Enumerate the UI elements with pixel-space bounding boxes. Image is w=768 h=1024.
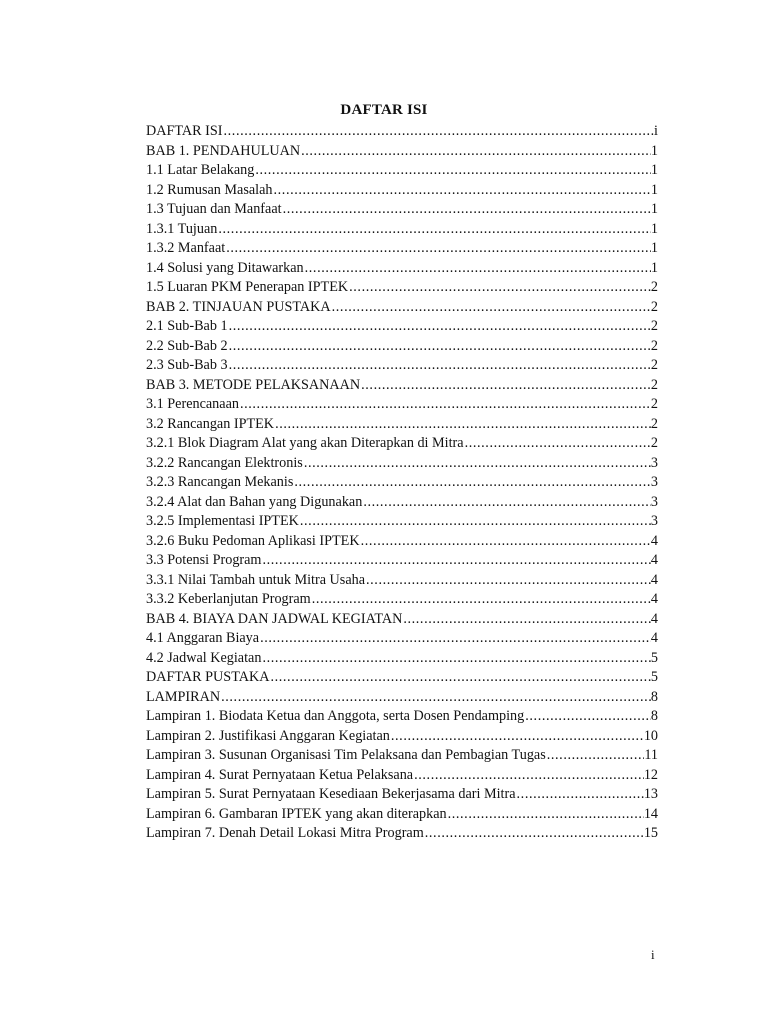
toc-entry-page: 5 — [650, 669, 658, 685]
dot-leader — [228, 337, 651, 357]
dot-leader — [282, 200, 651, 220]
toc-entry-label: 1.1 Latar Belakang — [146, 162, 255, 178]
toc-entry-label: 4.1 Anggaran Biaya — [146, 630, 260, 646]
toc-entry — [146, 122, 658, 142]
page-title: DAFTAR ISI — [340, 102, 428, 118]
toc-entry-label: 1.3.2 Manfaat — [146, 240, 226, 256]
toc-entry-label: DAFTAR PUSTAKA — [146, 669, 270, 685]
toc-entry-label: 1.3 Tujuan dan Manfaat — [146, 201, 282, 217]
toc-entry-page: 11 — [644, 747, 658, 763]
toc-entry-page: 4 — [650, 610, 658, 627]
toc-entry — [146, 493, 658, 513]
toc-entry-label: BAB 2. TINJAUAN PUSTAKA — [146, 298, 331, 315]
toc-entry — [146, 317, 658, 337]
toc-entry-page: 4 — [650, 571, 658, 588]
dot-leader — [293, 473, 651, 493]
dot-leader — [220, 688, 651, 708]
toc-entry — [146, 551, 658, 571]
toc-entry-page: 3 — [650, 454, 658, 471]
dot-leader — [402, 610, 651, 630]
toc-entry — [146, 590, 658, 610]
toc-entry-page: 4 — [650, 591, 658, 607]
toc-entry — [146, 298, 658, 318]
toc-entry-page: 2 — [650, 357, 658, 373]
toc-entry-label: 2.3 Sub-Bab 3 — [146, 357, 228, 373]
toc-entry-label: 3.2.6 Buku Pedoman Aplikasi IPTEK — [146, 532, 360, 549]
toc-entry — [146, 220, 658, 240]
toc-entry — [146, 668, 658, 688]
toc-entry-page: 5 — [650, 649, 658, 666]
toc-entry-label: BAB 1. PENDAHULUAN — [146, 142, 301, 159]
dot-leader — [239, 395, 651, 415]
dot-leader — [225, 239, 651, 259]
toc-entry — [146, 337, 658, 357]
toc-entry — [146, 200, 658, 220]
toc-entry-label: Lampiran 6. Gambaran IPTEK yang akan diterapkan — [146, 805, 447, 822]
dot-leader — [223, 122, 655, 142]
toc-entry-page: 1 — [650, 240, 658, 256]
toc-entry-label: 1.2 Rumusan Masalah — [146, 181, 273, 198]
toc-entry — [146, 239, 658, 259]
toc-entry — [146, 571, 658, 591]
toc-entry — [146, 356, 658, 376]
toc-entry — [146, 454, 658, 474]
toc-entry-page: 1 — [650, 181, 658, 198]
dot-leader — [261, 551, 650, 571]
dot-leader — [300, 142, 651, 162]
toc-entry — [146, 395, 658, 415]
toc-entry-page: 10 — [643, 727, 658, 744]
toc-entry-label: 1.5 Luaran PKM Penerapan IPTEK — [146, 279, 349, 295]
toc-entry-label: 1.3.1 Tujuan — [146, 220, 218, 237]
toc-entry-page: 2 — [650, 435, 658, 451]
dot-leader — [259, 629, 651, 649]
toc-entry — [146, 707, 658, 727]
toc-entry-page: 3 — [650, 474, 658, 490]
toc-entry — [146, 512, 658, 532]
toc-entry — [146, 805, 658, 825]
toc-entry-page: 4 — [650, 630, 658, 646]
page-number: i — [651, 947, 655, 962]
toc-entry-label: Lampiran 4. Surat Pernyataan Ketua Pelaksana — [146, 766, 414, 783]
dot-leader — [516, 785, 644, 805]
toc-entry — [146, 161, 658, 181]
dot-leader — [261, 649, 650, 669]
dot-leader — [348, 278, 651, 298]
toc-entry-label: BAB 3. METODE PELAKSANAAN — [146, 376, 361, 393]
toc-entry-page: 13 — [643, 786, 658, 802]
dot-leader — [365, 571, 651, 591]
toc-entry — [146, 785, 658, 805]
toc-entry-page: 4 — [650, 552, 658, 568]
toc-entry — [146, 532, 658, 552]
toc-entry-label: Lampiran 2. Justifikasi Anggaran Kegiatan — [146, 727, 390, 744]
dot-leader — [228, 356, 651, 376]
toc-entry-page: 1 — [650, 220, 658, 237]
toc-entry — [146, 688, 658, 708]
toc-entry-label: Lampiran 7. Denah Detail Lokasi Mitra Program — [146, 825, 424, 841]
toc-entry-page: 2 — [650, 279, 658, 295]
toc-entry-label: 2.2 Sub-Bab 2 — [146, 337, 228, 354]
toc-entry-page: 2 — [650, 396, 658, 412]
toc-entry — [146, 473, 658, 493]
toc-entry-page: i — [654, 123, 658, 139]
toc-entry — [146, 181, 658, 201]
toc-entry — [146, 746, 658, 766]
toc-entry-label: Lampiran 5. Surat Pernyataan Kesediaan Bekerjasama dari Mitra — [146, 786, 516, 802]
dot-leader — [413, 766, 644, 786]
dot-leader — [362, 493, 651, 513]
toc-entry-label: Lampiran 1. Biodata Ketua dan Anggota, serta Dosen Pendamping — [146, 708, 525, 724]
toc-entry-page: 14 — [643, 805, 658, 822]
dot-leader — [274, 415, 651, 435]
table-of-contents — [146, 122, 658, 844]
toc-entry-label: 3.2.3 Rancangan Mekanis — [146, 474, 294, 490]
toc-entry-label: 3.3 Potensi Program — [146, 552, 262, 568]
toc-entry-page: 3 — [650, 513, 658, 529]
dot-leader — [524, 707, 651, 727]
toc-entry-label: 3.2.4 Alat dan Bahan yang Digunakan — [146, 493, 363, 510]
dot-leader — [304, 259, 651, 279]
toc-entry — [146, 766, 658, 786]
toc-entry — [146, 278, 658, 298]
dot-leader — [360, 376, 651, 396]
toc-entry — [146, 629, 658, 649]
toc-entry-label: 3.2.2 Rancangan Elektronis — [146, 454, 303, 471]
toc-entry-page: 2 — [650, 318, 658, 334]
toc-entry-page: 2 — [650, 337, 658, 354]
toc-entry — [146, 649, 658, 669]
toc-entry — [146, 376, 658, 396]
toc-entry — [146, 415, 658, 435]
toc-entry — [146, 727, 658, 747]
dot-leader — [360, 532, 651, 552]
toc-entry-page: 2 — [650, 415, 658, 432]
dot-leader — [303, 454, 651, 474]
toc-entry-label: 3.2.5 Implementasi IPTEK — [146, 513, 299, 529]
toc-entry-page: 3 — [650, 493, 658, 510]
dot-leader — [299, 512, 651, 532]
toc-entry-page: 1 — [650, 259, 658, 276]
toc-entry-page: 8 — [650, 708, 658, 724]
toc-entry — [146, 824, 658, 844]
dot-leader — [217, 220, 651, 240]
toc-entry-label: 3.3.2 Keberlanjutan Program — [146, 591, 311, 607]
dot-leader — [546, 746, 645, 766]
toc-entry-label: 2.1 Sub-Bab 1 — [146, 318, 228, 334]
dot-leader — [390, 727, 644, 747]
toc-entry — [146, 610, 658, 630]
toc-entry-page: 8 — [650, 688, 658, 705]
dot-leader — [464, 434, 651, 454]
toc-entry-label: 3.3.1 Nilai Tambah untuk Mitra Usaha — [146, 571, 366, 588]
toc-entry-label: 1.4 Solusi yang Ditawarkan — [146, 259, 304, 276]
toc-entry — [146, 142, 658, 162]
toc-entry-label: Lampiran 3. Susunan Organisasi Tim Pelaksana dan Pembagian Tugas — [146, 747, 546, 763]
dot-leader — [311, 590, 651, 610]
toc-entry-page: 1 — [650, 201, 658, 217]
dot-leader — [331, 298, 651, 318]
toc-entry-label: 4.2 Jadwal Kegiatan — [146, 649, 262, 666]
dot-leader — [273, 181, 651, 201]
toc-entry-page: 12 — [643, 766, 658, 783]
toc-entry-label: BAB 4. BIAYA DAN JADWAL KEGIATAN — [146, 610, 403, 627]
toc-entry-page: 1 — [650, 162, 658, 178]
toc-entry-page: 1 — [650, 142, 658, 159]
toc-entry-page: 2 — [650, 298, 658, 315]
dot-leader — [254, 161, 651, 181]
toc-entry — [146, 434, 658, 454]
dot-leader — [424, 824, 644, 844]
dot-leader — [228, 317, 651, 337]
toc-entry-label: DAFTAR ISI — [146, 123, 223, 139]
toc-entry-page: 4 — [650, 532, 658, 549]
dot-leader — [269, 668, 650, 688]
toc-entry-label: LAMPIRAN — [146, 688, 221, 705]
toc-entry-page: 15 — [643, 825, 658, 841]
dot-leader — [447, 805, 644, 825]
toc-entry-label: 3.2 Rancangan IPTEK — [146, 415, 275, 432]
toc-entry-page: 2 — [650, 376, 658, 393]
toc-entry — [146, 259, 658, 279]
toc-entry-label: 3.1 Perencanaan — [146, 396, 239, 412]
toc-entry-label: 3.2.1 Blok Diagram Alat yang akan Diterapkan di Mitra — [146, 435, 464, 451]
